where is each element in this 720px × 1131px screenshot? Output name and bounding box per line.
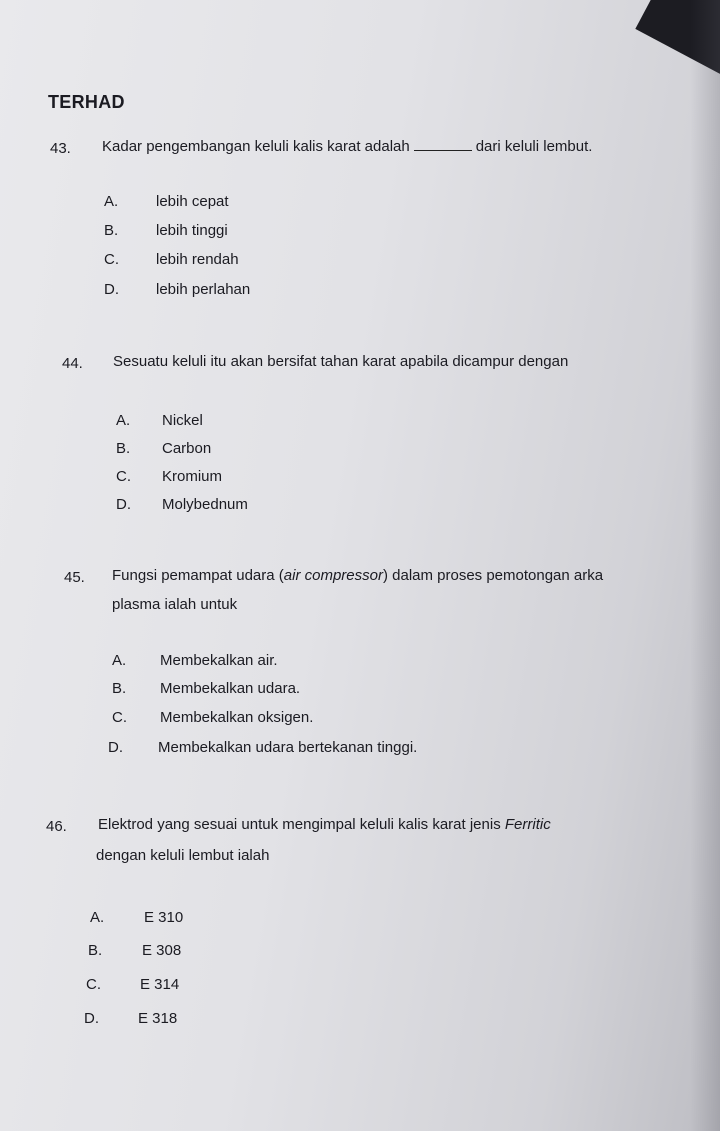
question-text-part: Fungsi pemampat udara ( — [112, 567, 284, 584]
option-letter: C. — [86, 976, 101, 993]
question-text-part: Elektrod yang sesuai untuk mengimpal keluli kalis karat jenis — [98, 816, 505, 833]
option-letter: D. — [116, 496, 131, 513]
option-letter: A. — [116, 412, 131, 429]
question-number: 45. — [64, 569, 85, 586]
option-text: lebih rendah — [156, 251, 239, 268]
option-text: E 310 — [144, 909, 184, 926]
answer-blank — [414, 150, 472, 151]
option-text: Membekalkan air. — [160, 652, 278, 669]
option-letter: D. — [104, 281, 119, 298]
question-text-line-2: plasma ialah untuk — [112, 596, 238, 613]
question-text-before-blank: Kadar pengembangan keluli kalis karat adalah — [102, 138, 410, 155]
option-text: E 318 — [138, 1010, 178, 1027]
option-text: Nickel — [162, 412, 203, 429]
question-text — [102, 133, 592, 161]
question-number: 43. — [50, 140, 71, 157]
option-letter: A. — [90, 909, 105, 926]
option-text: Carbon — [162, 440, 212, 457]
question-text-line-1 — [98, 811, 551, 839]
question-text-line-2: dengan keluli lembut ialah — [96, 847, 270, 864]
option-letter: D. — [84, 1010, 99, 1027]
question-text: Sesuatu keluli itu akan bersifat tahan karat apabila dicampur dengan — [113, 353, 569, 370]
question-text-part: ) dalam proses pemotongan arka — [382, 567, 604, 584]
question-text-italic-term: air compressor — [283, 567, 383, 584]
option-text: Molybednum — [162, 496, 248, 513]
question-text-italic-term: Ferritic — [504, 816, 551, 833]
option-letter: D. — [108, 739, 123, 756]
option-text: lebih perlahan — [156, 281, 251, 298]
page-edge-shading — [690, 0, 720, 1131]
question-number: 46. — [46, 818, 67, 835]
option-letter: C. — [116, 468, 131, 485]
option-letter: C. — [104, 251, 119, 268]
option-text: E 314 — [140, 976, 180, 993]
option-letter: B. — [88, 942, 103, 959]
option-text: lebih cepat — [156, 193, 229, 210]
question-text-line-1 — [112, 562, 603, 590]
option-text: lebih tinggi — [156, 222, 228, 239]
question-text-after-blank: dari keluli lembut. — [475, 138, 593, 155]
option-letter: A. — [112, 652, 127, 669]
question-number: 44. — [62, 355, 83, 372]
option-letter: B. — [116, 440, 131, 457]
option-text: Membekalkan udara bertekanan tinggi. — [158, 739, 418, 756]
option-letter: B. — [112, 680, 127, 697]
option-text: E 308 — [142, 942, 182, 959]
option-letter: B. — [104, 222, 119, 239]
option-text: Kromium — [162, 468, 223, 485]
option-letter: A. — [104, 193, 119, 210]
option-letter: C. — [112, 709, 127, 726]
option-text: Membekalkan oksigen. — [160, 709, 314, 726]
option-text: Membekalkan udara. — [160, 680, 301, 697]
page-header-classification: TERHAD — [48, 92, 125, 112]
